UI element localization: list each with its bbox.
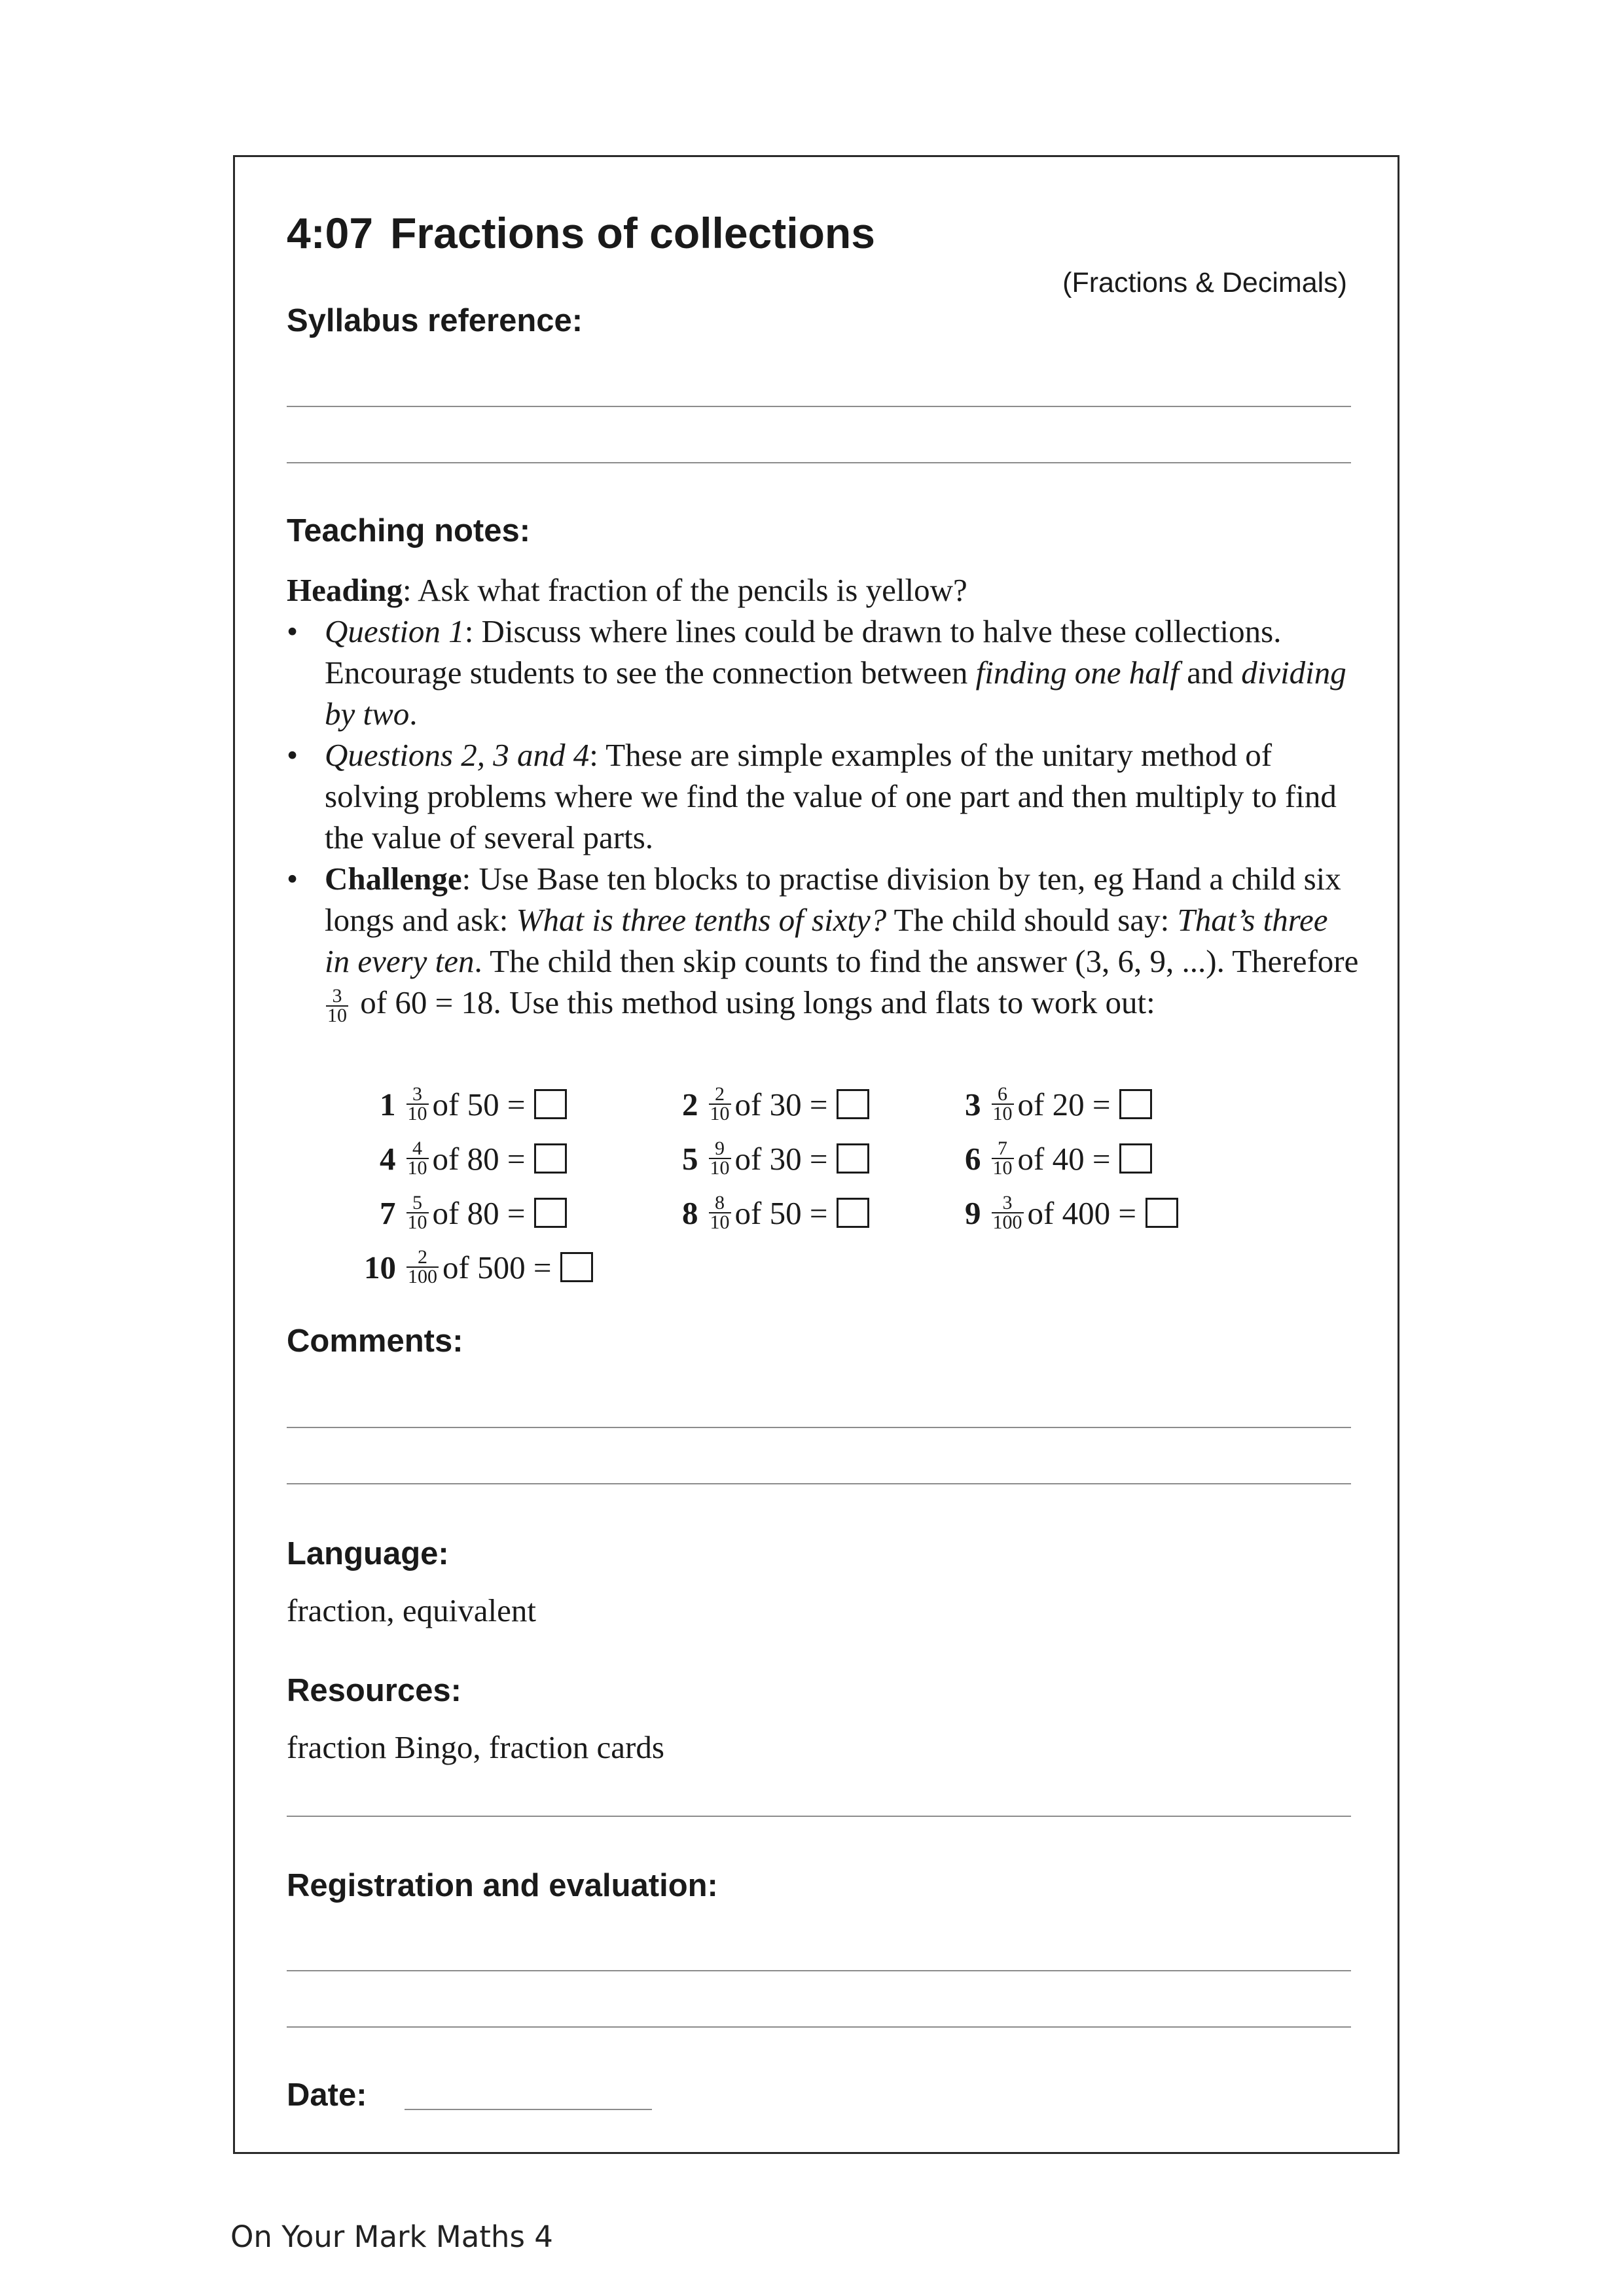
question-fraction (406, 1194, 429, 1232)
answer-box[interactable] (1119, 1089, 1152, 1119)
question-fraction (992, 1139, 1014, 1177)
question-text: of 50 = (432, 1086, 526, 1122)
bullet-text: and (1178, 655, 1242, 691)
fraction-denominator: 10 (710, 1211, 730, 1233)
fraction-numerator: 8 (709, 1194, 731, 1213)
inline-fraction (326, 984, 348, 1026)
list-item (287, 611, 1360, 734)
question-fraction (406, 1248, 439, 1286)
fraction-numerator: 3 (992, 1194, 1024, 1213)
fraction-denominator: 100 (992, 1211, 1022, 1233)
notes-heading-text: : Ask what fraction of the pencils is yellow? (402, 572, 967, 608)
bullet-dot: • (287, 613, 298, 649)
comments-heading: Comments: (287, 1323, 463, 1359)
answer-box[interactable] (1146, 1198, 1178, 1228)
date-line[interactable] (405, 2109, 652, 2110)
bullet-text: The child should say: (886, 902, 1178, 938)
subject-label: (Fractions & Decimals) (1062, 267, 1347, 298)
registration-heading: Registration and evaluation: (287, 1868, 718, 1903)
question-5 (682, 1139, 869, 1177)
question-number: 3 (965, 1086, 981, 1122)
title-text: Fractions of collections (390, 209, 875, 257)
answer-box[interactable] (534, 1198, 567, 1228)
fraction-numerator: 2 (709, 1085, 731, 1105)
question-text: of 30 = (734, 1086, 828, 1122)
question-8 (682, 1194, 869, 1232)
question-fraction (992, 1085, 1014, 1123)
bullet-italic: dividing by two (325, 655, 1346, 732)
fraction-denominator: 10 (407, 1103, 427, 1124)
question-fraction (406, 1085, 429, 1123)
page-title (287, 208, 875, 258)
resources-heading: Resources: (287, 1673, 461, 1708)
fraction-numerator: 7 (992, 1139, 1014, 1159)
answer-box[interactable] (837, 1143, 869, 1174)
question-text: of 500 = (442, 1249, 552, 1285)
syllabus-line-2[interactable] (287, 462, 1351, 463)
resources-text: fraction Bingo, fraction cards (287, 1729, 664, 1765)
question-4 (380, 1139, 567, 1177)
notes-bullet-list (287, 611, 1360, 1025)
bullet-label: Challenge (325, 861, 462, 897)
question-number: 7 (380, 1194, 396, 1231)
syllabus-heading: Syllabus reference: (287, 303, 583, 338)
list-item (287, 734, 1360, 858)
question-text: of 80 = (432, 1140, 526, 1177)
question-7 (380, 1194, 567, 1232)
date-heading: Date: (287, 2077, 367, 2113)
question-fraction (709, 1139, 731, 1177)
question-number: 8 (682, 1194, 698, 1231)
question-text: of 50 = (734, 1194, 828, 1231)
question-text: of 40 = (1017, 1140, 1111, 1177)
answer-box[interactable] (837, 1089, 869, 1119)
teaching-notes (287, 569, 1360, 1025)
teaching-notes-heading: Teaching notes: (287, 513, 531, 548)
fraction-denominator: 100 (408, 1266, 437, 1287)
fraction-numerator: 4 (406, 1139, 429, 1159)
comments-line-1[interactable] (287, 1427, 1351, 1428)
bullet-text: of 60 = 18. Use this method using longs and flats to work out: (352, 984, 1155, 1020)
bullet-dot: • (287, 861, 298, 897)
question-number: 5 (682, 1140, 698, 1177)
fraction-denominator: 10 (992, 1157, 1013, 1179)
bullet-text: . The child then skip counts to find the answer (3, 6, 9, ...). Therefore (474, 943, 1359, 979)
fraction-denominator: 10 (710, 1157, 730, 1179)
fraction-numerator: 3 (326, 987, 348, 1007)
fraction-numerator: 6 (992, 1085, 1014, 1105)
language-heading: Language: (287, 1536, 449, 1571)
fraction-denominator: 10 (407, 1157, 427, 1179)
question-number: 9 (965, 1194, 981, 1231)
fraction-numerator: 9 (709, 1139, 731, 1159)
resources-line[interactable] (287, 1816, 1351, 1817)
notes-heading-label: Heading (287, 572, 403, 608)
question-fraction (709, 1085, 731, 1123)
question-number: 10 (364, 1249, 396, 1285)
bullet-label: Question 1 (325, 613, 465, 649)
language-text: fraction, equivalent (287, 1592, 536, 1628)
question-text: of 30 = (734, 1140, 828, 1177)
list-item (287, 858, 1360, 1025)
question-fraction (992, 1194, 1024, 1232)
question-text: of 400 = (1027, 1194, 1136, 1231)
bullet-italic: finding one half (975, 655, 1179, 691)
bullet-dot: • (287, 737, 298, 773)
question-10 (364, 1248, 593, 1286)
page-footer: On Your Mark Maths 4 (230, 2219, 553, 2254)
bullet-text: : Use Base ten blocks to practise division by ten, eg Hand a child six longs and ask: (325, 861, 1341, 938)
question-number: 6 (965, 1140, 981, 1177)
answer-box[interactable] (1119, 1143, 1152, 1174)
fraction-denominator: 10 (992, 1103, 1013, 1124)
bullet-italic: What is three tenths of sixty? (516, 902, 887, 938)
registration-line-2[interactable] (287, 2026, 1351, 2028)
registration-line-1[interactable] (287, 1970, 1351, 1971)
bullet-label: Questions 2, 3 and 4 (325, 737, 590, 773)
question-text: of 80 = (432, 1194, 526, 1231)
fraction-denominator: 10 (710, 1103, 730, 1124)
answer-box[interactable] (534, 1143, 567, 1174)
bullet-text: : These are simple examples of the unitary method of solving problems where we find the value of one part and then multiply to find the value of several parts. (325, 737, 1337, 855)
fraction-numerator: 2 (406, 1248, 439, 1268)
answer-box[interactable] (560, 1252, 593, 1282)
question-1 (380, 1085, 567, 1123)
question-number: 4 (380, 1140, 396, 1177)
fraction-numerator: 5 (406, 1194, 429, 1213)
notes-heading-paragraph (287, 569, 1360, 611)
title-number: 4:07 (287, 209, 374, 257)
question-2 (682, 1085, 869, 1123)
bullet-italic: That’s three in every ten (325, 902, 1328, 979)
question-fraction (406, 1139, 429, 1177)
question-text: of 20 = (1017, 1086, 1111, 1122)
answer-box[interactable] (837, 1198, 869, 1228)
comments-line-2[interactable] (287, 1483, 1351, 1484)
question-number: 2 (682, 1086, 698, 1122)
question-9 (965, 1194, 1178, 1232)
syllabus-line-1[interactable] (287, 406, 1351, 407)
question-3 (965, 1085, 1152, 1123)
question-fraction (709, 1194, 731, 1232)
fraction-denominator: 10 (407, 1211, 427, 1233)
fraction-numerator: 3 (406, 1085, 429, 1105)
fraction-denominator: 10 (327, 1004, 347, 1026)
question-number: 1 (380, 1086, 396, 1122)
bullet-text: . (409, 696, 418, 732)
question-6 (965, 1139, 1152, 1177)
answer-box[interactable] (534, 1089, 567, 1119)
bullet-text: : Discuss where lines could be drawn to halve these collections. Encourage students to see the connection between (325, 613, 1282, 691)
